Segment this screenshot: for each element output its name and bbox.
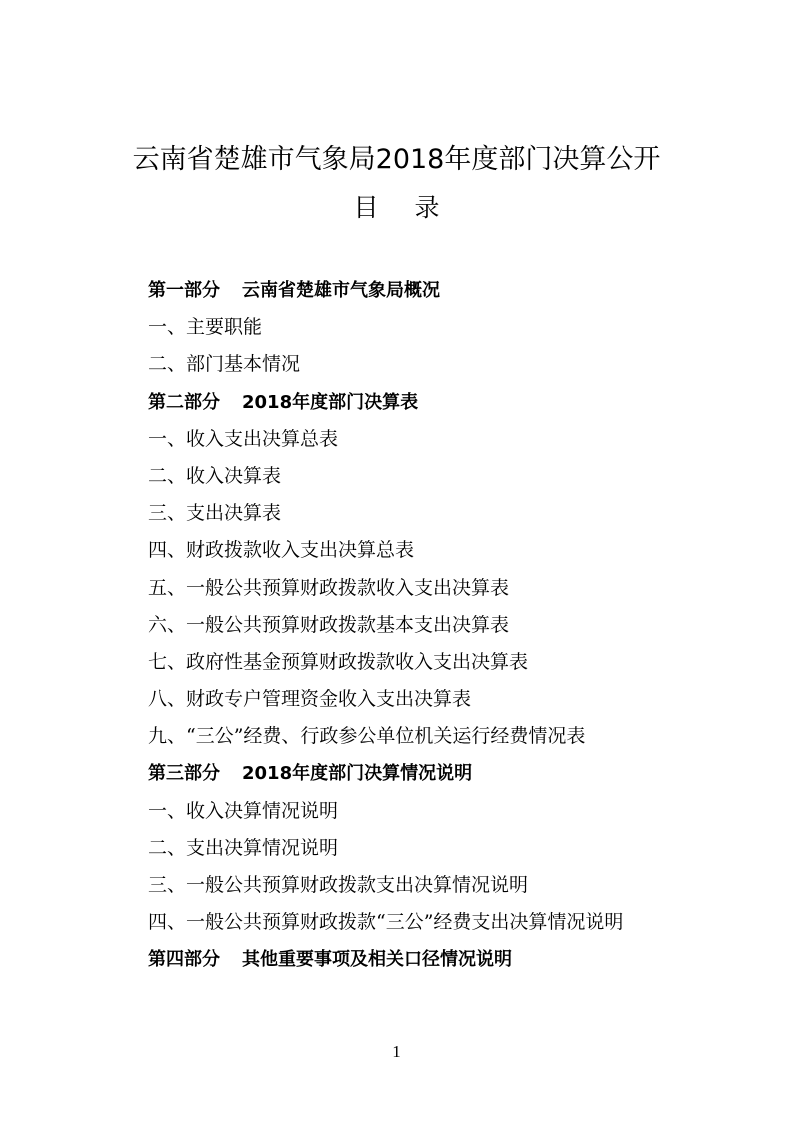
toc-item: 七、政府性基金预算财政拨款收入支出决算表	[148, 650, 529, 673]
toc-heading: 目录	[353, 193, 476, 222]
toc-item: 六、一般公共预算财政拨款基本支出决算表	[148, 613, 510, 636]
toc-part-label: 第三部分	[148, 763, 220, 785]
toc-item: 一、收入支出决算总表	[148, 427, 339, 450]
toc-item: 九、“三公”经费、行政参公单位机关运行经费情况表	[148, 725, 586, 748]
toc-item: 三、一般公共预算财政拨款支出决算情况说明	[148, 874, 529, 896]
toc-item: 五、一般公共预算财政拨款收入支出决算表	[148, 576, 510, 599]
toc-part-3	[148, 755, 748, 792]
toc-item: 三、支出决算表	[148, 502, 282, 525]
toc-part-title: 其他重要事项及相关口径情况说明	[242, 949, 512, 971]
toc-item: 一、主要职能	[148, 316, 263, 339]
table-of-contents	[148, 272, 748, 979]
toc-part-title: 2018年度部门决算情况说明	[242, 763, 473, 785]
toc-item: 四、一般公共预算财政拨款“三公”经费支出决算情况说明	[148, 911, 624, 934]
toc-item: 一、收入决算情况说明	[148, 799, 339, 822]
toc-part-2	[148, 384, 748, 421]
toc-part-label: 第一部分	[148, 280, 220, 301]
toc-part-1	[148, 272, 748, 309]
toc-item: 二、收入决算表	[148, 464, 282, 487]
toc-item: 八、财政专户管理资金收入支出决算表	[148, 688, 472, 711]
toc-item: 二、支出决算情况说明	[148, 836, 339, 859]
toc-item: 二、部门基本情况	[148, 353, 301, 376]
toc-item: 四、财政拨款收入支出决算总表	[148, 539, 415, 562]
toc-part-label: 第二部分	[148, 391, 220, 413]
toc-part-title: 云南省楚雄市气象局概况	[242, 280, 440, 301]
document-title: 云南省楚雄市气象局2018年度部门决算公开	[132, 144, 661, 175]
page-number: 1	[392, 1042, 401, 1061]
toc-part-4	[148, 941, 748, 978]
toc-part-title: 2018年度部门决算表	[242, 391, 419, 413]
toc-part-label: 第四部分	[148, 949, 220, 971]
